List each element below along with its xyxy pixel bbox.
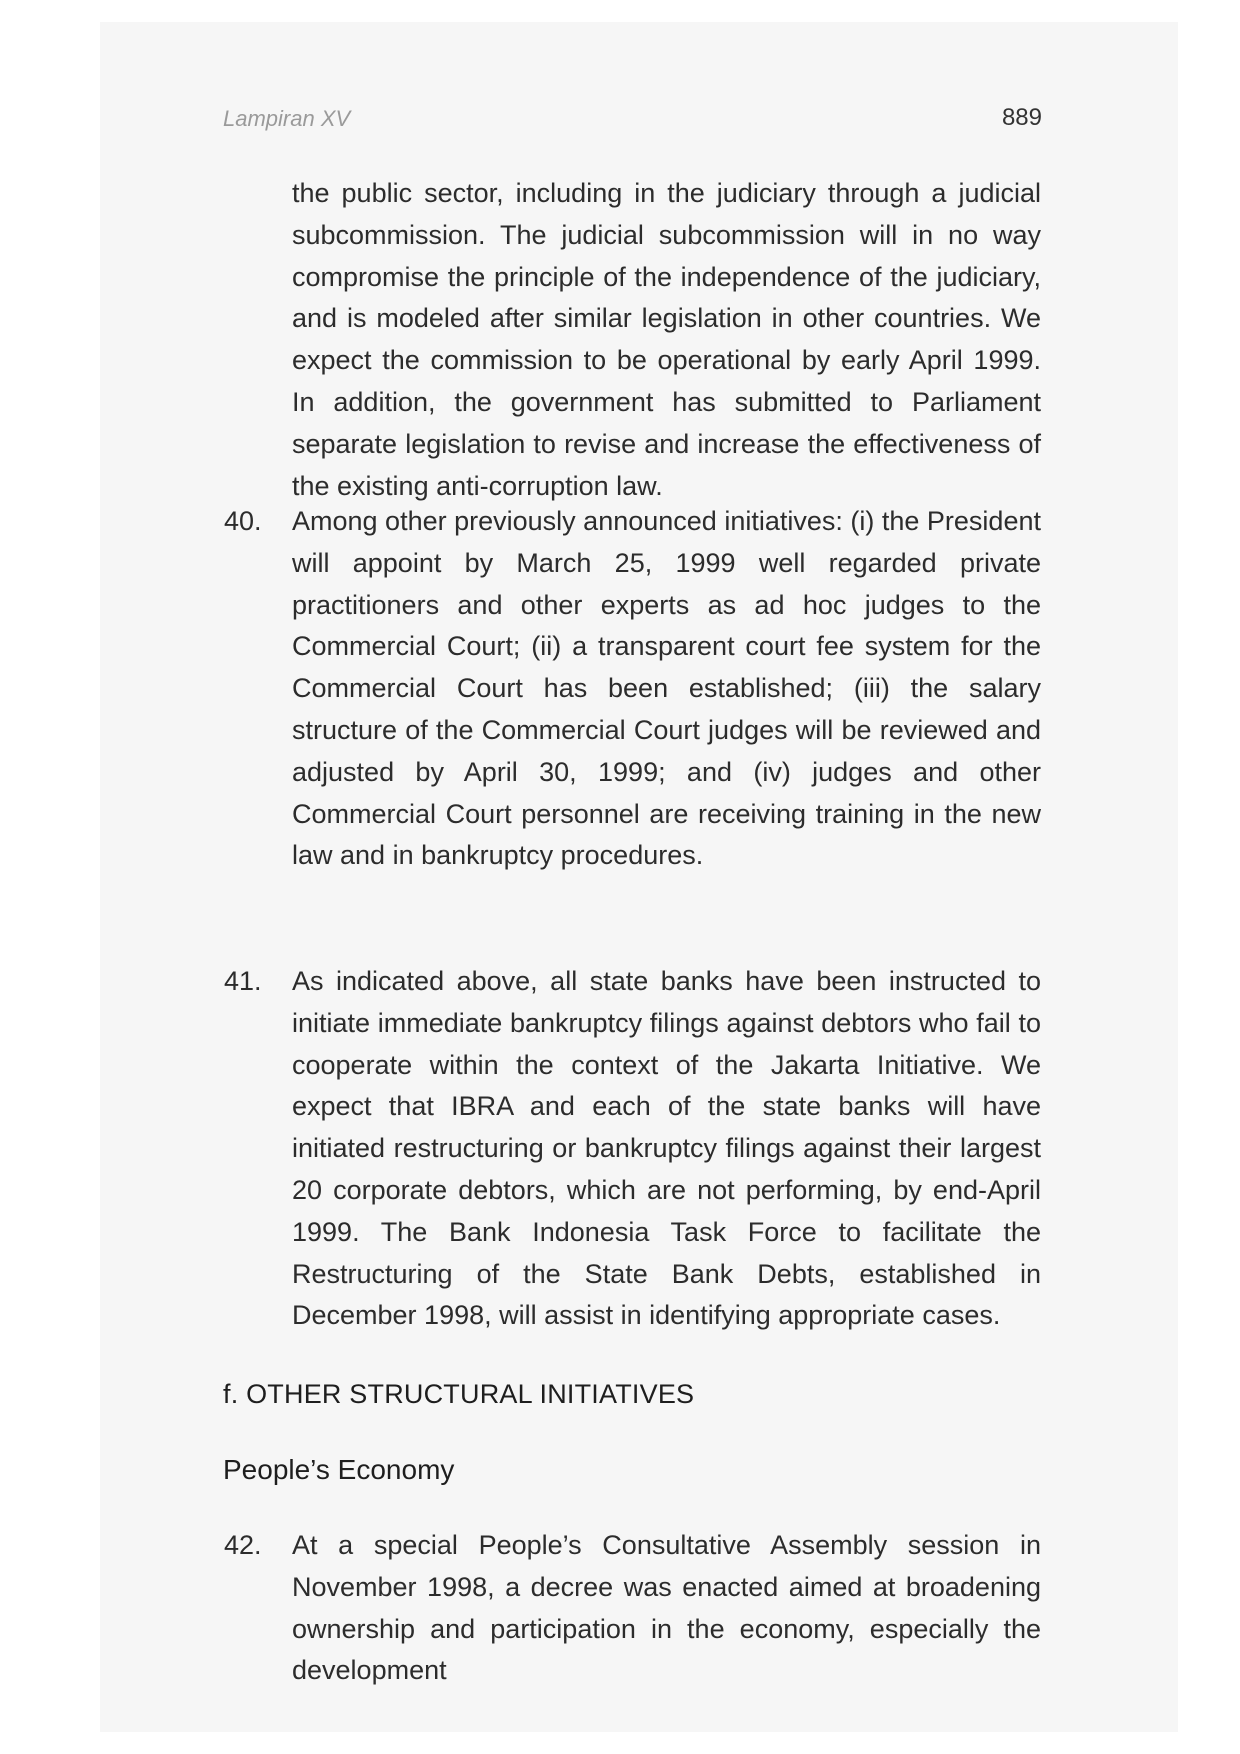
paragraph-number-41: 41. bbox=[224, 966, 262, 996]
paragraph-41: As indicated above, all state banks have been instructed to initiate immediate bankruptcy filings against debtors who fail to cooperate within the context of the Jakarta Initiative. We expect that IBRA and each of the state banks will have initiated restructuring or bankruptcy filings against their largest 20 corporate debtors, which are not performing, by end-April 1999. The Bank Indonesia Task Force to facilitate the Restructuring of the State Bank Debts, established in December 1998, will assist in identifying appropriate cases. bbox=[292, 966, 1041, 1331]
paragraph-continued: the public sector, including in the judiciary through a judicial subcommission. The judicial subcommission will in no way compromise the principle of the independence of the judiciary, and is modeled after similar legislation in other countries. We expect the commission to be operational by early April 1999. In addition, the government has submitted to Parliament separate legislation to revise and increase the effectiveness of the existing anti-corruption law. bbox=[292, 178, 1041, 501]
paragraph-42: At a special People’s Consultative Assembly session in November 1998, a decree was enacted aimed at broadening ownership and participation in the economy, especially the development bbox=[292, 1530, 1041, 1686]
section-heading: f. OTHER STRUCTURAL INITIATIVES bbox=[223, 1379, 695, 1409]
subsection-heading: People’s Economy bbox=[223, 1454, 455, 1485]
running-head: Lampiran XV bbox=[223, 106, 351, 131]
paragraph-40: Among other previously announced initiatives: (i) the President will appoint by March 25, 1999 well regarded private practitioners and other experts as ad hoc judges to the Commercial Court; (ii) a transparent court fee system for the Commercial Court has been established; (iii) the salary structure of the Commercial Court judges will be reviewed and adjusted by April 30, 1999; and (iv) judges and other Commercial Court personnel are receiving training in the new law and in bankruptcy procedures. bbox=[292, 506, 1041, 871]
paragraph-number-42: 42. bbox=[224, 1530, 262, 1560]
page-number: 889 bbox=[1001, 104, 1042, 131]
paragraph-number-40: 40. bbox=[224, 506, 262, 536]
